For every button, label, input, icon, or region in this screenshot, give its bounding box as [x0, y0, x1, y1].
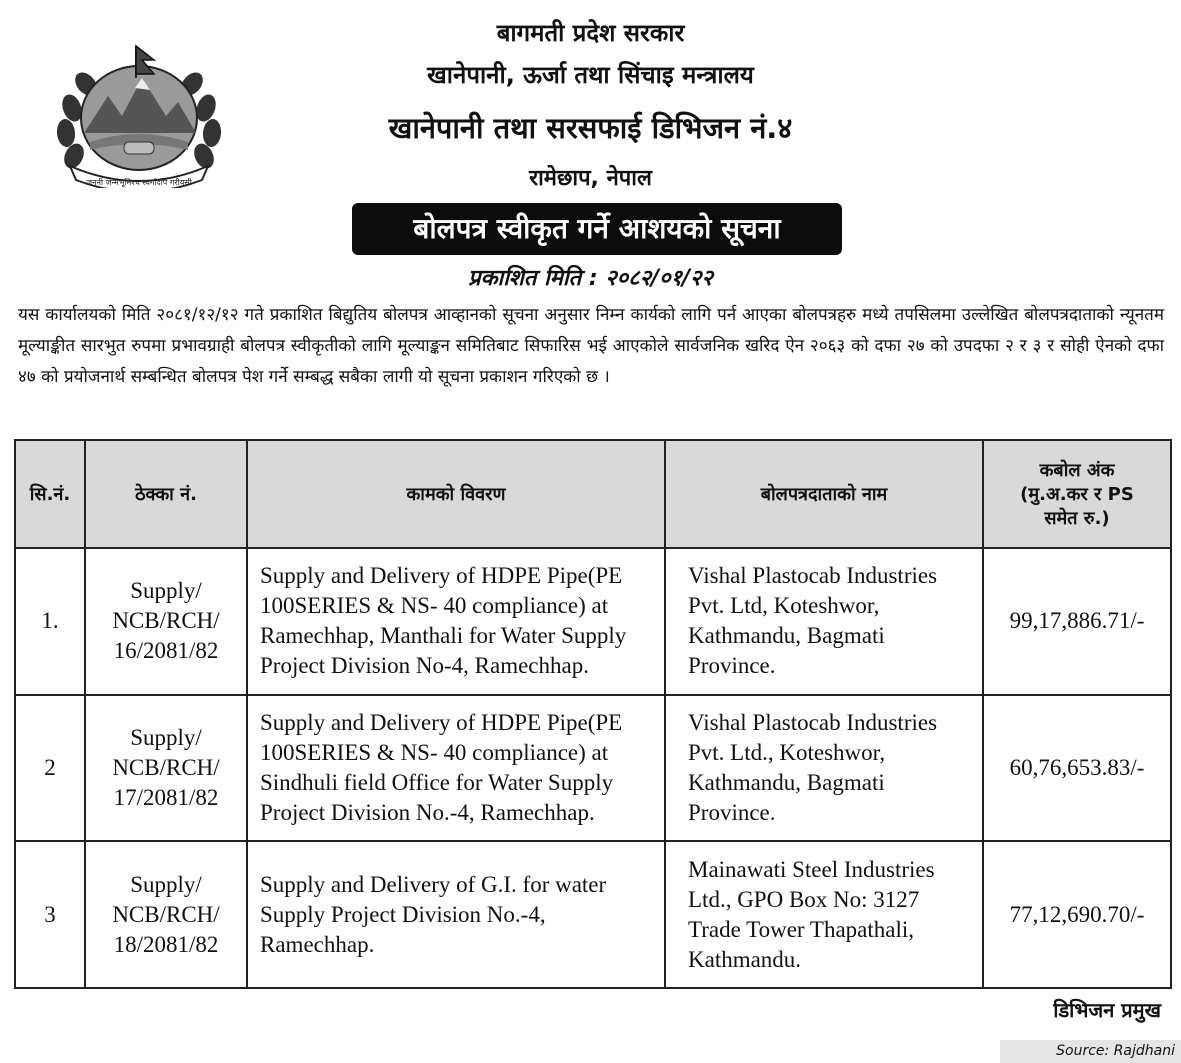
- contract-number-line: NCB/RCH/: [112, 608, 220, 634]
- contract-number-line: Supply/: [130, 871, 202, 897]
- row-bidder-name: Vishal Plastocab Industries Pvt. Ltd., Koteshwor, Kathmandu, Bagmati Province.: [665, 695, 983, 842]
- table-header-row: [15, 440, 1171, 548]
- row-bidder-name: Mainawati Steel Industries Ltd., GPO Box No: 3127 Trade Tower Thapathali, Kathmandu.: [665, 841, 983, 988]
- contract-number-line: 16/2081/82: [113, 638, 219, 664]
- row-serial-number: 1.: [15, 548, 85, 695]
- signature-division-chief: डिभिजन प्रमुख: [1053, 998, 1161, 1022]
- emblem-motto: जननी जन्मभूमिश्च स्वर्गादपि गरीयसी: [86, 178, 192, 187]
- header-province: बागमती प्रदेश सरकार: [496, 19, 685, 47]
- row-work-description: Supply and Delivery of HDPE Pipe(PE 100SERIES & NS- 40 compliance) at Ramechhap, Manthali for Water Supply Project Division No-4, Ramechhap.: [247, 548, 665, 695]
- notice-title: बोलपत्र स्वीकृत गर्ने आशयको सूचना: [352, 203, 842, 255]
- table-row: [15, 548, 1171, 695]
- contract-number-line: 17/2081/82: [113, 784, 219, 810]
- row-serial-number: 3: [15, 841, 85, 988]
- table-row: [15, 841, 1171, 988]
- source-credit: Source: Rajdhani: [1000, 1040, 1181, 1063]
- row-serial-number: 2: [15, 695, 85, 842]
- header-work-description: कामको विवरण: [247, 440, 665, 548]
- header-ministry: खानेपानी, ऊर्जा तथा सिंचाइ मन्त्रालय: [427, 61, 754, 89]
- header-contract-number: ठेक्का नं.: [85, 440, 247, 548]
- contract-number-line: Supply/: [130, 724, 202, 750]
- contract-number-line: 18/2081/82: [113, 931, 219, 957]
- header-bid-amount-line2: (मु.अ.कर र PS: [1020, 484, 1134, 505]
- contract-number-line: NCB/RCH/: [112, 754, 220, 780]
- row-contract-number: [85, 695, 247, 842]
- row-bidder-name: Vishal Plastocab Industries Pvt. Ltd, Koteshwor, Kathmandu, Bagmati Province.: [665, 548, 983, 695]
- row-bid-amount: 77,12,690.70/-: [983, 841, 1171, 988]
- contract-number-line: NCB/RCH/: [112, 901, 220, 927]
- row-work-description: Supply and Delivery of G.I. for water Supply Project Division No.-4, Ramechhap.: [247, 841, 665, 988]
- published-date-label: प्रकाशित मिति :: [468, 266, 598, 291]
- intro-paragraph: यस कार्यालयको मिति २०८१/१२/१२ गते प्रकाशित बिद्युतिय बोलपत्र आव्हानको सूचना अनुसार निम्न कार्यको लागि पर्न आएका बोलपत्रहरु मध्ये तपसिलमा उल्लेखित बोलपत्रदाताको न्यूनतम मूल्याङ्कीत सारभुत रुपमा प्रभावग्राही बोलपत्र स्वीकृतीको लागि मूल्याङ्कन समितिबाट सिफारिस भई आएकोले सार्वजनिक खरिद ऐन २०६३ को दफा २७ को उपदफा २ र ३ र सोही ऐनको दफा ४७ को प्रयोजनार्थ सम्बन्धित बोलपत्र पेश गर्ने सम्बद्ध सबैका लागी यो सूचना प्रकाशन गरिएको छ ।: [18, 305, 1164, 387]
- row-work-description: Supply and Delivery of HDPE Pipe(PE 100SERIES & NS- 40 compliance) at Sindhuli field Office for Water Supply Project Division No.-4, Ramechhap.: [247, 695, 665, 842]
- published-date-line: [0, 262, 1181, 292]
- header-location: रामेछाप, नेपाल: [529, 166, 652, 191]
- row-contract-number: [85, 548, 247, 695]
- header-bid-amount: [983, 440, 1171, 548]
- contract-number-line: Supply/: [130, 578, 202, 604]
- header-bidder-name: बोलपत्रदाताको नाम: [665, 440, 983, 548]
- row-bid-amount: 60,76,653.83/-: [983, 695, 1171, 842]
- row-contract-number: [85, 841, 247, 988]
- tender-table: [14, 439, 1172, 989]
- header-serial-number: सि.नं.: [15, 440, 85, 548]
- header-bid-amount-line1: कबोल अंक: [1039, 460, 1115, 481]
- header-bid-amount-line3: समेत रु.): [1044, 508, 1110, 529]
- row-bid-amount: 99,17,886.71/-: [983, 548, 1171, 695]
- published-date-value: २०८२/०१/२२: [605, 266, 713, 291]
- header-division: खानेपानी तथा सरसफाई डिभिजन नं.४: [388, 111, 793, 145]
- table-row: [15, 695, 1171, 842]
